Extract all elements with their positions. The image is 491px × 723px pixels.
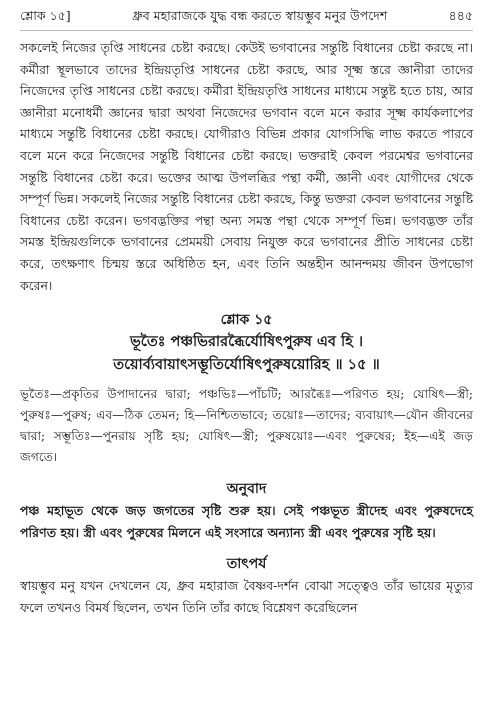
purport-text: স্বায়ম্ভুব মনু যখন দেখলেন যে, ধ্রুব মহারাজ বৈষ্ণব-দর্শন বোঝা সত্ত্বেও তাঁর ভায়ের মৃত্যুর ফলে তখনও বিমর্ষ ছিলেন, তখন তিনি তাঁর কাছে বিশ্লেষণ করেছিলেন [20,578,473,615]
header-chapter-title: ধ্রুব মহারাজকে যুদ্ধ বন্ধ করতে স্বায়ম্ভুব মনুর উপদেশ [132,8,388,23]
translation-title: অনুবাদ [226,481,267,498]
verse-heading: শ্লোক ১৫ [220,312,273,329]
running-header [20,8,473,31]
verse-line-1: ভূতৈঃ পঞ্চভিরারব্ধৈর্যোষিৎপুরুষ এব হি । [129,333,364,351]
verse-line-2: তয়োর্ব্যবায়াৎসম্ভূতির্যোষিৎপুরুষয়োরিহ ॥ ১৫ ॥ [113,356,380,374]
synonyms-paragraph: ভূতৈঃ—প্রকৃতির উপাদানের দ্বারা; পঞ্চভিঃ—পাঁচটি; আরব্ধৈঃ—পরিণত হয়; যোষিৎ—স্ত্রী; পুরুষঃ—পুরুষ; এব—ঠিক তেমন; হি—নিশ্চিতভাবে; তয়োঃ—তাদের; ব্যবায়াৎ—যৌন জীবনের দ্বারা; সম্ভূতিঃ—পুনরায় সৃষ্টি হয়; যোষিৎ—স্ত্রী; পুরুষয়োঃ—এবং পুরুষের; ইহ—এই জড় জগতে। [20,387,473,465]
body-paragraph: সকলেই নিজের তৃপ্তি সাধনের চেষ্টা করছে। কেউই ভগবানের সন্তুষ্টি বিধানের চেষ্টা করছে না। কর্মীরা স্থূলভাবে তাদের ইন্দ্রিয়তৃপ্তি সাধনের চেষ্টা করছে, আর সূক্ষ্ম স্তরে জ্ঞানীরা তাদের নিজেদের তৃপ্তি সাধনের চেষ্টা করছে। কর্মীরা ইন্দ্রিয়তৃপ্তি সাধনের মাধ্যমে সন্তুষ্ট হতে চায়, আর জ্ঞানীরা মনোধর্মী জ্ঞানের দ্বারা অথবা নিজেদের ভগবান বলে মনে করার সূক্ষ্ম কার্যকলাপের মাধ্যমে সন্তুষ্টি বিধানের চেষ্টা করছে। যোগীরাও বিভিন্ন প্রকার যোগসিদ্ধি লাভ করতে পারবে বলে মনে করে নিজেদের সন্তুষ্টি বিধানের চেষ্টা করছে। ভক্তরাই কেবল পরমেশ্বর ভগবানের সন্তুষ্টি বিধানের চেষ্টা করে। ভক্তের আত্ম উপলব্ধির পন্থা কর্মী, জ্ঞানী এবং যোগীদের থেকে সম্পূর্ণ ভিন্ন। সকলেই নিজের সন্তুষ্টি বিধানের চেষ্টা করছে, কিন্তু ভক্তরা কেবল ভগবানের সন্তুষ্টি বিধানের চেষ্টা করেন। ভগবদ্ভক্তির পন্থা অন্য সমস্ত পন্থা থেকে সম্পূর্ণ ভিন্ন। ভগবদ্ভক্ত তাঁর সমস্ত ইন্দ্রিয়গুলিকে ভগবানের প্রেমময়ী সেবায় নিযুক্ত করে ভগবানের প্রীতি সাধনের চেষ্টা করে, তৎক্ষণাৎ চিন্ময় স্তরে অধিষ্ঠিত হন, এবং তিনি অন্তহীন আনন্দময় জীবন উপভোগ করেন। [20,40,473,293]
purport-title: তাৎপর্য [226,556,267,573]
header-verse-ref: শ্লোক ১৫] [20,8,71,23]
page-number: ৪৪৫ [448,8,473,23]
translation-text: পঞ্চ মহাভূত থেকে জড় জগতের সৃষ্টি শুরু হয়। সেই পঞ্চভূত স্ত্রীদেহ এবং পুরুষদেহে পরিণত হয়। স্ত্রী এবং পুরুষের মিলনে এই সংসারে অন্যান্য স্ত্রী এবং পুরুষের সৃষ্টি হয়। [20,503,473,540]
